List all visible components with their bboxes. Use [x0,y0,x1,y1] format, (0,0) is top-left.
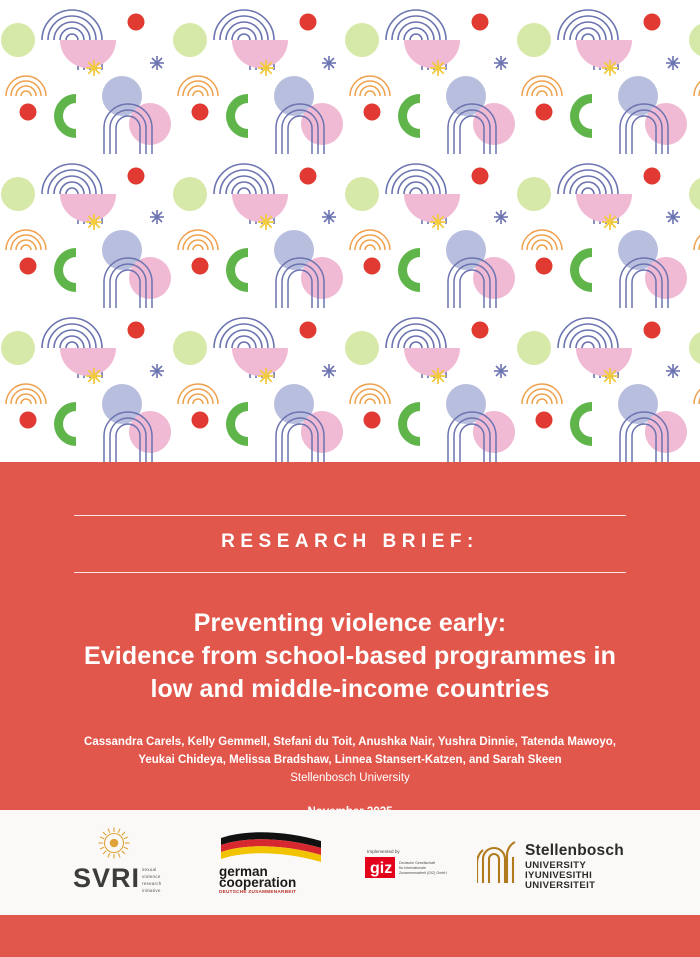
giz-wordmark: giz [370,859,393,877]
logo-strip [0,810,700,915]
research-brief-kicker: RESEARCH BRIEF: [221,531,479,552]
giz-implemented-by: Implemented by [367,848,400,854]
title-line-3: low and middle-income countries [150,674,550,703]
german-cooperation-line-1: german [219,863,268,879]
bottom-accent-bar [0,915,700,957]
title-line-2: Evidence from school-based programmes in [84,641,616,670]
giz-sub-3: Zusammenarbeit (GIZ) GmbH [399,870,447,875]
title-band [0,462,700,810]
svri-wordmark: SVRI [73,862,141,893]
giz-sub-2: für Internationale [399,865,426,870]
german-cooperation-sub: DEUTSCHE ZUSAMMENARBEIT [219,888,297,894]
rule-below-kicker [74,572,626,573]
german-cooperation-logo-graphic [217,832,339,894]
author-list [0,734,700,788]
stellenbosch-sub-1: UNIVERSITY [525,859,587,871]
author-line-1: Cassandra Carels, Kelly Gemmell, Stefani du Toit, Anushka Nair, Yushra Dinnie, Tatenda Mawoyo, [84,735,616,748]
stellenbosch-logo-graphic [477,837,627,889]
giz-sub-1: Deutsche Gesellschaft [399,860,435,865]
svri-sub-4: initiative [142,887,161,893]
giz-logo [365,843,451,883]
author-line-2: Yeukai Chideya, Melissa Bradshaw, Linnea Stansert-Katzen, and Sarah Skeen [138,753,562,766]
stellenbosch-name: Stellenbosch [525,841,624,859]
svri-sub-2: violence [142,873,161,879]
german-cooperation-logo [217,832,339,894]
svri-sub-3: research [142,880,162,886]
pattern-graphic [0,0,700,462]
stellenbosch-university-logo [477,837,627,889]
stellenbosch-sub-2: IYUNIVESITHI [525,869,593,881]
svri-logo-graphic [73,827,191,899]
giz-logo-graphic [365,843,451,883]
german-cooperation-line-2: cooperation [219,874,297,890]
affiliation: Stellenbosch University [290,772,410,785]
decorative-pattern-band [0,0,700,462]
svri-sub-1: sexual [142,866,157,872]
page-title [0,607,700,706]
svri-logo [73,827,191,899]
stellenbosch-sub-3: UNIVERSITEIT [525,879,596,889]
title-line-1: Preventing violence early: [193,608,507,637]
